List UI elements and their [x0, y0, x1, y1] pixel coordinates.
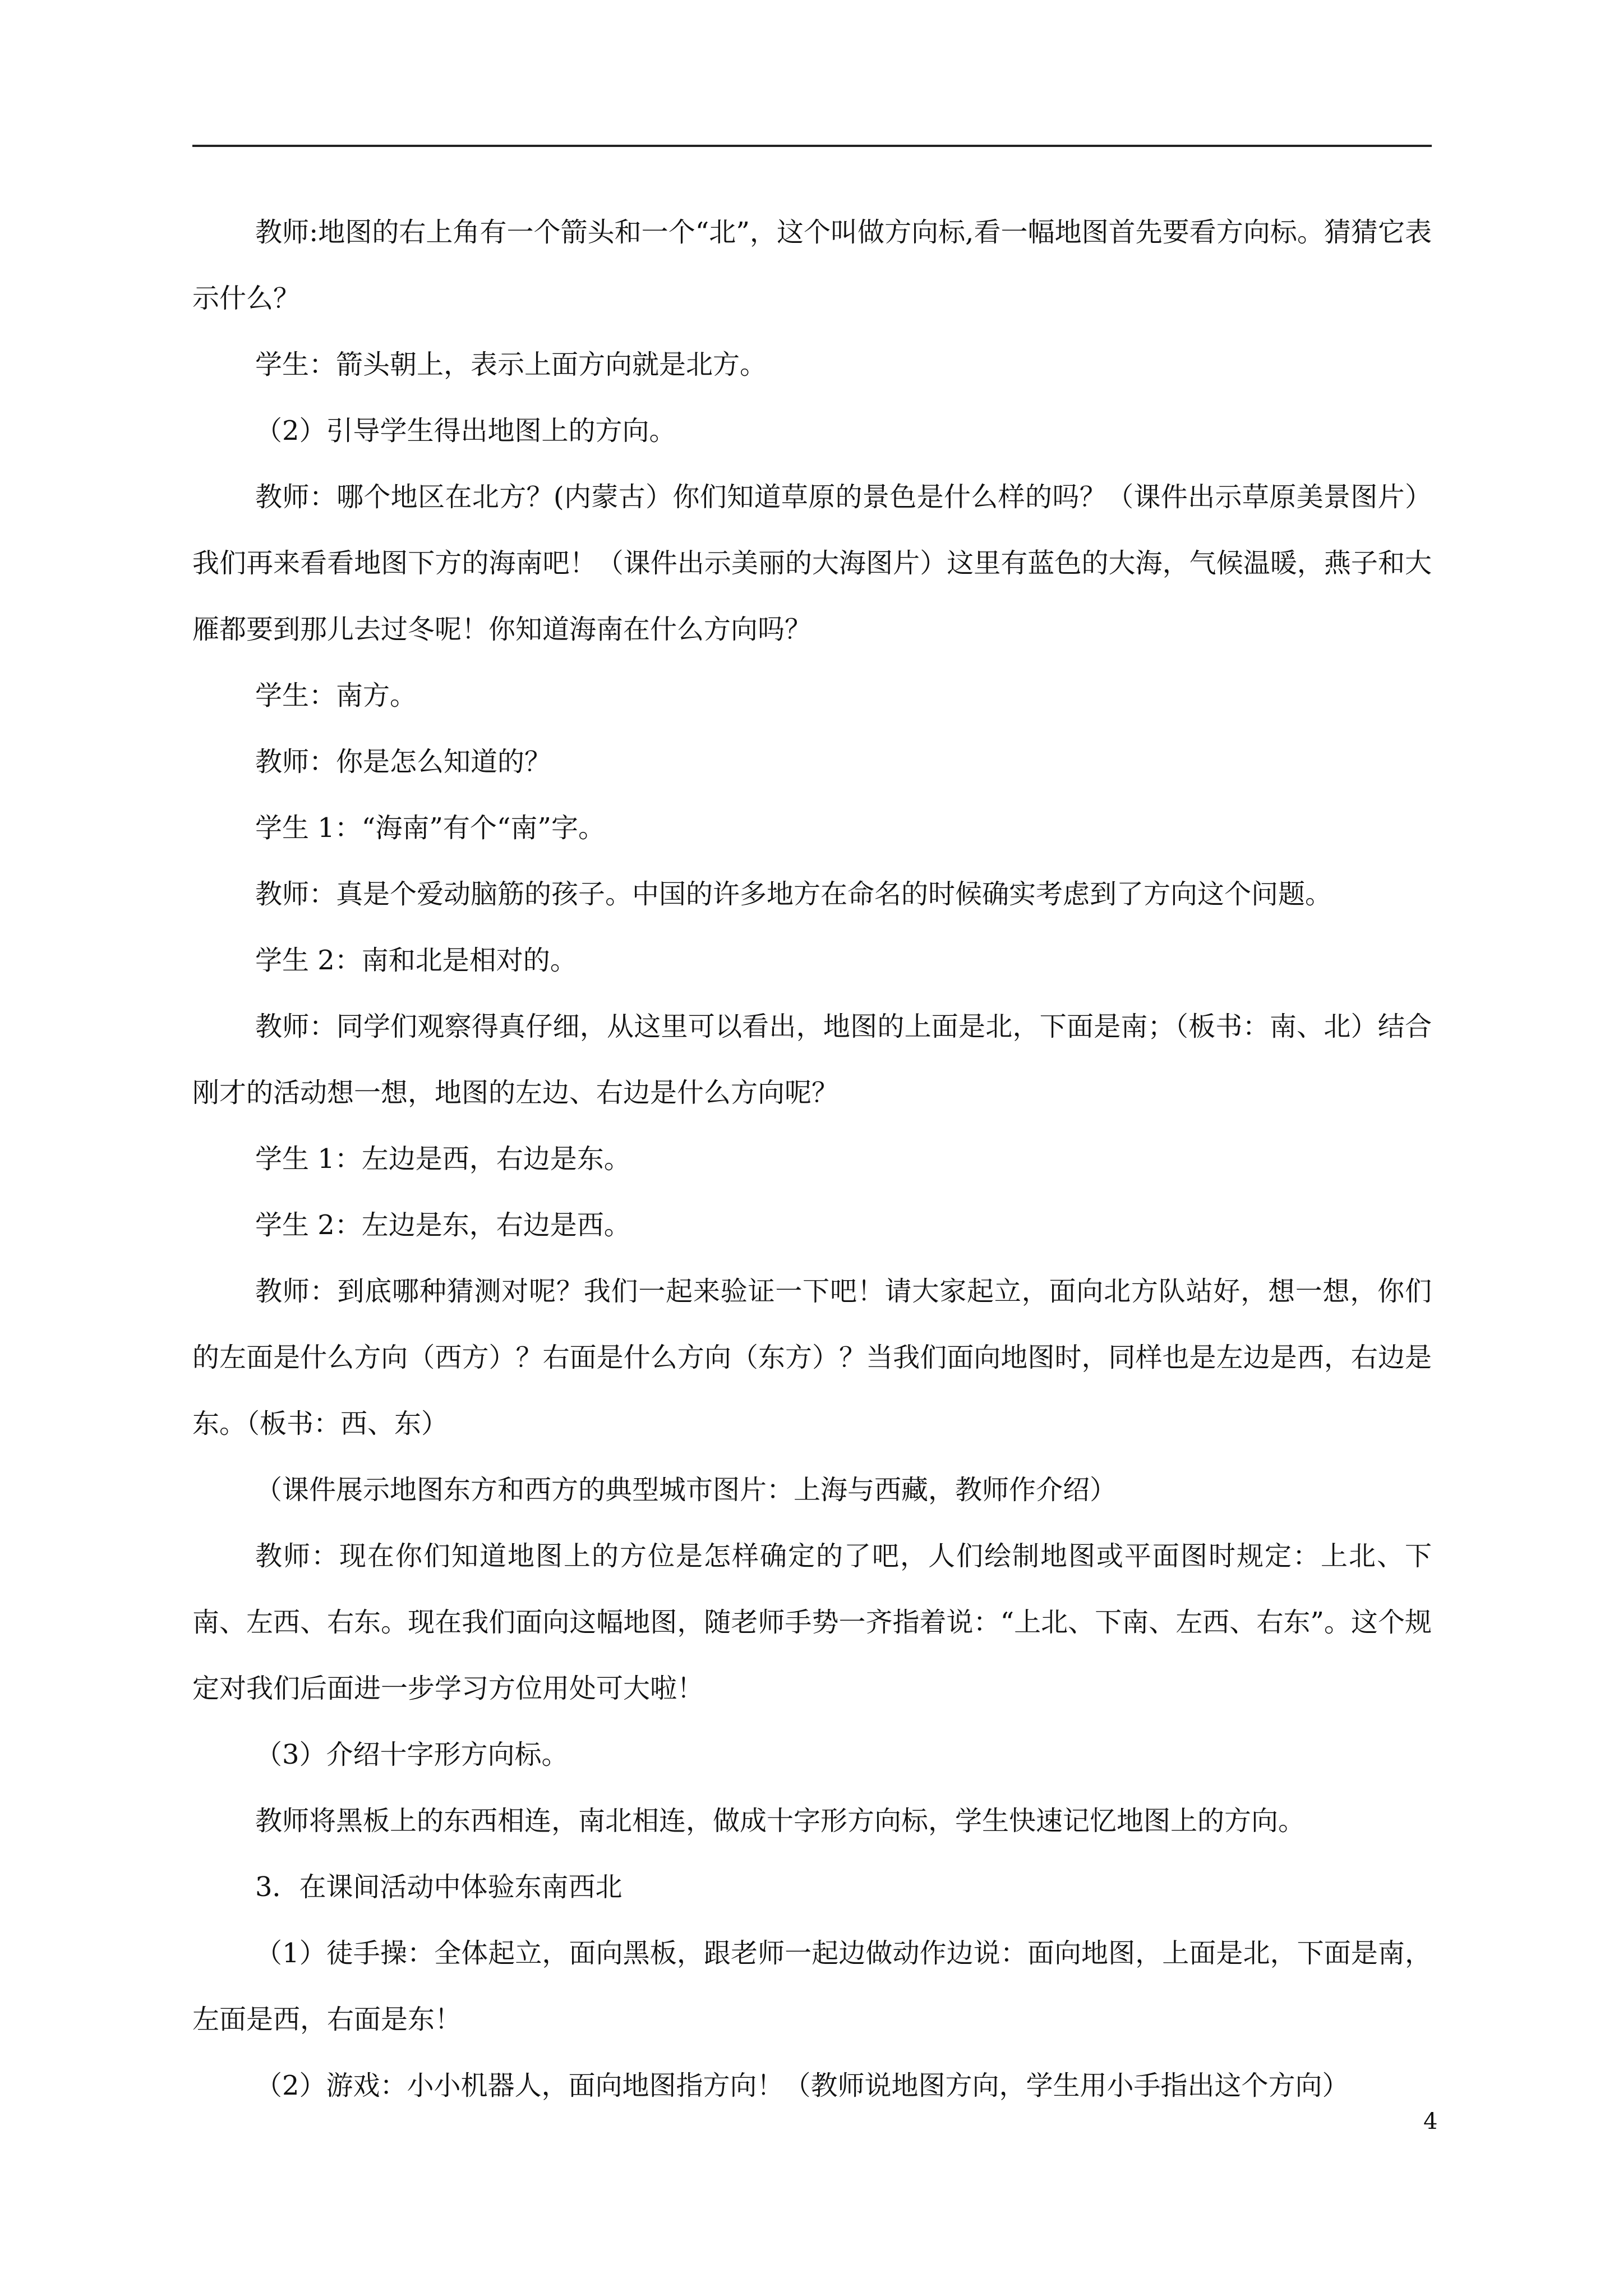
paragraph: 学生：箭头朝上，表示上面方向就是北方。 [255, 349, 767, 380]
paragraph: 教师：同学们观察得真仔细，从这里可以看出，地图的上面是北，下面是南；（板书：南、北）结合刚才的活动想一想，地图的左边、右边是什么方向呢？ [192, 1011, 1432, 1108]
paragraph: 教师：现在你们知道地图上的方位是怎样确定的了吧，人们绘制地图或平面图时规定：上北、下南、左西、右东。现在我们面向这幅地图，随老师手势一齐指着说：“上北、下南、左西、右东”。这个规定对我们后面进一步学习方位用处可大啦！ [192, 1540, 1432, 1704]
paragraph: （1）徒手操：全体起立，面向黑板，跟老师一起边做动作边说：面向地图，上面是北，下面是南，左面是西，右面是东！ [192, 1938, 1432, 2035]
paragraph: 学生 1：左边是西，右边是东。 [255, 1143, 631, 1175]
paragraph: 教师将黑板上的东西相连，南北相连，做成十字形方向标，学生快速记忆地图上的方向。 [255, 1805, 1306, 1837]
paragraph: 教师：真是个爱动脑筋的孩子。中国的许多地方在命名的时候确实考虑到了方向这个问题。 [255, 878, 1332, 910]
paragraph: （课件展示地图东方和西方的典型城市图片：上海与西藏，教师作介绍） [255, 1474, 1117, 1506]
paragraph: （2）游戏：小小机器人，面向地图指方向！（教师说地图方向，学生用小手指出这个方向） [255, 2070, 1349, 2101]
document-body [192, 199, 1432, 2119]
paragraph: 教师：到底哪种猜测对呢？我们一起来验证一下吧！请大家起立，面向北方队站好，想一想，你们的左面是什么方向（西方）？右面是什么方向（东方）？当我们面向地图时，同样也是左边是西，右边是东。（板书：西、东） [192, 1276, 1432, 1439]
paragraph: 教师：你是怎么知道的？ [255, 746, 552, 777]
paragraph: 学生：南方。 [255, 680, 417, 711]
paragraph: 教师：哪个地区在北方？(内蒙古）你们知道草原的景色是什么样的吗？（课件出示草原美景图片）我们再来看看地图下方的海南吧！（课件出示美丽的大海图片）这里有蓝色的大海，气候温暖，燕子和大雁都要到那儿去过冬呢！你知道海南在什么方向吗？ [192, 481, 1432, 645]
page-number: 4 [1423, 2109, 1438, 2134]
paragraph: （3）介绍十字形方向标。 [255, 1739, 569, 1770]
paragraph: 3．在课间活动中体验东南西北 [255, 1871, 623, 1903]
paragraph: 学生 2：左边是东，右边是西。 [255, 1209, 631, 1241]
paragraph: 学生 2：南和北是相对的。 [255, 945, 577, 976]
paragraph: （2）引导学生得出地图上的方向。 [255, 415, 676, 447]
paragraph: 学生 1：“海南”有个“南”字。 [255, 812, 605, 844]
paragraph: 教师:地图的右上角有一个箭头和一个“北”，这个叫做方向标,看一幅地图首先要看方向标。猜猜它表示什么？ [192, 217, 1432, 314]
header-rule [192, 145, 1432, 147]
